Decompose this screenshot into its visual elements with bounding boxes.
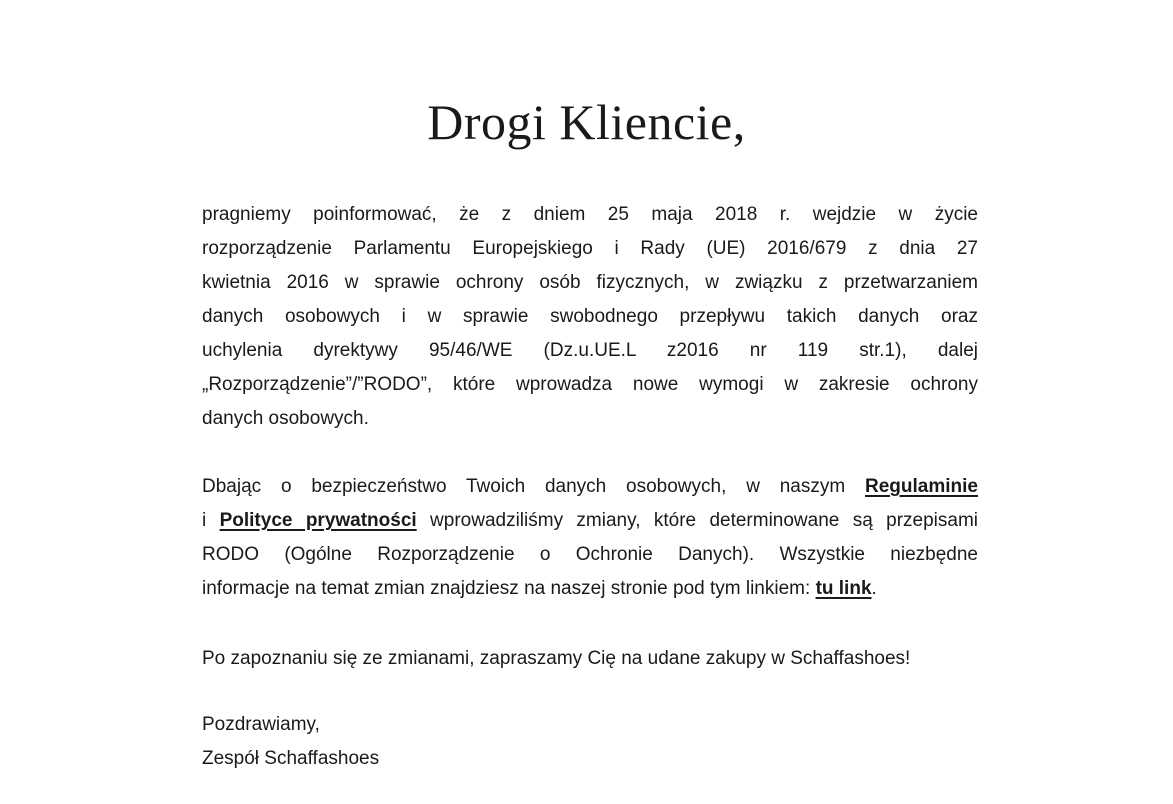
paragraph-line: danych osobowych. — [202, 408, 369, 429]
paragraph-line: uchylenia dyrektywy 95/46/WE (Dz.u.UE.L z2016 nr 119 str.1), dalej — [202, 340, 978, 361]
privacy-policy-link[interactable]: Polityce prywatności — [219, 510, 417, 531]
paragraph-line: pragniemy poinformować, że z dniem 25 maja 2018 r. wejdzie w życie — [202, 204, 978, 225]
paragraph-line — [202, 470, 978, 504]
closing-text: Pozdrawiamy, — [202, 714, 320, 735]
paragraph-text: . — [871, 578, 877, 599]
paragraph-line: „Rozporządzenie”/”RODO”, które wprowadza nowe wymogi w zakresie ochrony — [202, 374, 978, 395]
regulamin-link[interactable]: Regulaminie — [865, 476, 978, 497]
paragraph-text: i — [202, 510, 220, 531]
paragraph-text: Dbając o bezpieczeństwo Twoich danych osobowych, w naszym — [202, 476, 866, 497]
paragraph-text: wprowadziliśmy zmiany, które determinowane są przepisami — [416, 510, 979, 531]
paragraph-line: rozporządzenie Parlamentu Europejskiego i Rady (UE) 2016/679 z dnia 27 — [202, 238, 978, 259]
paragraph-line: RODO (Ogólne Rozporządzenie o Ochronie Danych). Wszystkie niezbędne — [202, 544, 978, 565]
gdpr-intro-paragraph — [202, 198, 978, 436]
tu-link[interactable]: tu link — [815, 578, 872, 599]
signature-block — [202, 708, 978, 776]
team-signature: Zespół Schaffashoes — [202, 748, 380, 769]
invitation-paragraph: Po zapoznaniu się ze zmianami, zapraszamy Cię na udane zakupy w Schaffashoes! — [202, 648, 911, 669]
paragraph-text: informacje na temat zmian znajdziesz na naszej stronie pod tym linkiem: — [202, 578, 816, 599]
paragraph-line — [202, 572, 978, 606]
paragraph-line: danych osobowych i w sprawie swobodnego przepływu takich danych oraz — [202, 306, 978, 327]
paragraph-line: kwietnia 2016 w sprawie ochrony osób fizycznych, w związku z przetwarzaniem — [202, 272, 978, 293]
greeting-heading: Drogi Kliencie, — [427, 94, 746, 150]
paragraph-line — [202, 504, 978, 538]
policy-changes-paragraph — [202, 470, 978, 606]
